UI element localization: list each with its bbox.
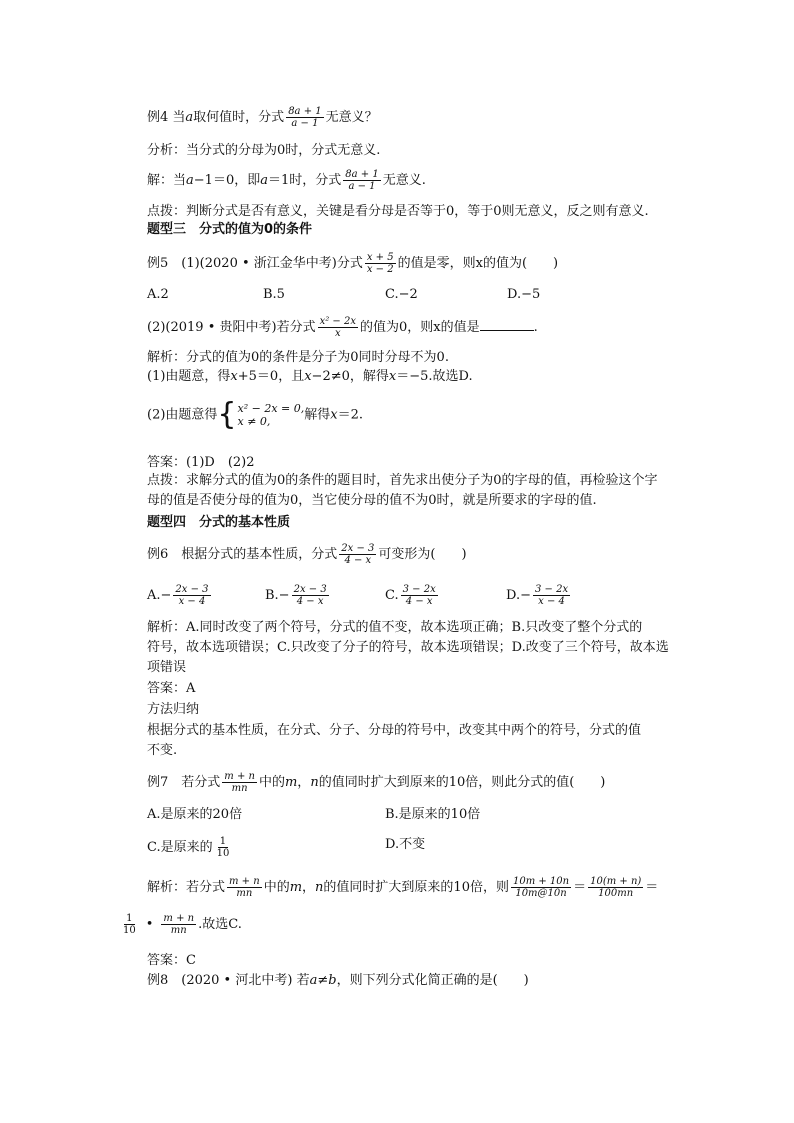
- ex5-question: [147, 252, 558, 275]
- ex7-question: [147, 771, 605, 794]
- ex4-sol-a1: a: [186, 173, 194, 188]
- ex5-frac-den: x − 2: [366, 264, 394, 275]
- ex5-analysis: 解析：分式的值为0的条件是分子为0同时分母不为0.: [147, 350, 449, 365]
- ex4-fraction: [286, 106, 323, 129]
- ex5-q2-fraction: [318, 316, 358, 339]
- method-heading: 方法归纳: [147, 702, 200, 717]
- ex7-an-comma: ，: [302, 880, 316, 895]
- ex5-s2-pre: (2)由题意得: [147, 407, 218, 423]
- ex6-opt-d-den: x − 4: [538, 596, 565, 607]
- ex6-opt-c-num: 3 − 2x: [402, 584, 436, 595]
- ex5-s1-x2: x: [304, 369, 312, 384]
- ex6-opt-c-fraction: [401, 584, 438, 607]
- ex6-fraction: [339, 543, 376, 566]
- ex5-s1-t3: ＝−5.故选D.: [396, 369, 473, 384]
- ex7-f2: [588, 876, 643, 899]
- ex6-frac-num: 2x − 3: [341, 543, 375, 554]
- ex7-eq1: ＝: [573, 880, 587, 895]
- ex7-an-den: mn: [236, 888, 253, 899]
- ex4-analysis: 分析：当分式的分母为0时，分式无意义.: [147, 143, 381, 158]
- ex7-frac-den: mn: [231, 783, 248, 794]
- ex4-frac-den: a − 1: [291, 118, 319, 129]
- ex5-s1-t1: +5＝0，且: [237, 369, 305, 384]
- ex7-f1-num: 10m + 10n: [512, 876, 570, 887]
- ex7-option-a: A.是原来的20倍: [147, 807, 243, 822]
- ex5-frac-num: x + 5: [366, 252, 394, 263]
- ex8-q-post: ，则下列分式化简正确的是( ): [336, 973, 529, 988]
- ex7-an-end: .故选C.: [198, 917, 242, 932]
- ex7-optc-fraction: [215, 836, 232, 859]
- ex6-q-post: 可变形为( ): [378, 547, 467, 562]
- ex6-answer: 答案：A: [147, 681, 196, 696]
- ex5-s1-t2: −2≠0，解得: [311, 369, 389, 384]
- ex5-s2-t1: 解得: [304, 407, 331, 423]
- ex7-fraction: [222, 771, 257, 794]
- ex8-q-pre: 例8 (2020 • 河北中考) 若: [147, 973, 310, 988]
- ex7-analysis: [147, 876, 658, 899]
- ex6-analysis-1: 解析：A.同时改变了两个符号，分式的值不变，故本选项正确；B.只改变了整个分式的: [147, 620, 643, 635]
- ex5-fraction: [365, 252, 396, 275]
- ex6-opt-d-num: 3 − 2x: [534, 584, 569, 595]
- answer-blank: [480, 318, 534, 331]
- brace-icon: {: [217, 397, 237, 432]
- ex6-opt-d-label: D.−: [506, 588, 531, 603]
- system-row-1: x² − 2x = 0,: [237, 402, 305, 415]
- ex7-f3-num: 1: [126, 913, 133, 924]
- ex7-optc-num: 1: [219, 836, 227, 847]
- ex5-tip-line-1: 点拨：求解分式的值为0的条件的题目时，首先求出使分子为0的字母的值，再检验这个字: [147, 473, 658, 488]
- ex6-opt-c-label: C.: [385, 588, 399, 603]
- ex7-q-mid: 中的: [258, 775, 285, 790]
- section-title-type3: 题型三 分式的值为0的条件: [147, 222, 313, 237]
- ex6-analysis-2: 符号，故本选项错误；C.只改变了分子的符号，故本选项错误；D.改变了三个符号，故本选: [147, 640, 669, 655]
- ex7-f1: [511, 876, 571, 899]
- ex7-q-m: m: [284, 775, 298, 790]
- ex7-optc-den: 10: [216, 848, 230, 859]
- ex6-option-c: [385, 584, 440, 607]
- ex4-q-pre: 例4 当: [147, 110, 186, 125]
- ex5-q-post: 的值是零，则x的值为( ): [397, 256, 559, 271]
- method-line-2: 不变.: [147, 743, 178, 758]
- ex7-option-b: B.是原来的10倍: [385, 807, 481, 822]
- ex5-tip-line-2: 母的值是否使分母的值为0，当它使分母的值不为0时，就是所要求的字母的值.: [147, 493, 597, 508]
- ex4-q-var: a: [185, 110, 194, 125]
- ex7-answer: 答案：C: [147, 953, 196, 968]
- ex7-option-d: D.不变: [385, 837, 426, 852]
- ex7-an-fraction: [227, 876, 262, 899]
- ex5-s2-x: x: [330, 407, 338, 423]
- ex5-q2-end: .: [533, 320, 538, 335]
- ex5-option-b: B.5: [263, 287, 285, 302]
- ex4-sol-t1: −1＝0，即: [193, 173, 261, 188]
- equation-system: [217, 397, 305, 432]
- section-title-type4: 题型四 分式的基本性质: [147, 515, 291, 530]
- ex5-option-a: A.2: [147, 287, 169, 302]
- ex7-q-comma: ，: [297, 775, 311, 790]
- ex6-analysis-3: 项错误: [147, 660, 187, 675]
- ex8-question: [147, 972, 529, 990]
- ex7-q-pre: 例7 若分式: [147, 775, 221, 790]
- ex7-f2-den: 100mn: [598, 888, 634, 899]
- ex4-tip: 点拨：判断分式是否有意义，关键是看分母是否等于0，等于0则无意义，反之则有意义.: [147, 204, 649, 219]
- ex8-q-b: b: [328, 973, 337, 988]
- ex7-an-mid: 中的: [263, 880, 290, 895]
- ex5-option-d: D.−5: [507, 287, 541, 302]
- ex4-solution: [147, 169, 426, 192]
- ex6-question: [147, 543, 467, 566]
- ex4-sol-a2: a: [260, 173, 268, 188]
- ex6-option-b: [265, 584, 331, 607]
- ex7-an-pre: 解析：若分式: [147, 880, 226, 895]
- ex6-opt-a-fraction: [173, 584, 210, 607]
- ex6-opt-b-fraction: [292, 584, 329, 607]
- ex5-s1-x3: x: [388, 369, 397, 384]
- ex6-frac-den: 4 − x: [344, 555, 372, 566]
- ex4-question: [147, 106, 378, 129]
- ex5-answer: 答案：(1)D (2)2: [147, 455, 255, 470]
- ex4-frac-num: 8a + 1: [288, 106, 322, 117]
- ex7-f3: [121, 913, 138, 936]
- ex5-option-c: C.−2: [385, 287, 418, 302]
- ex7-optc-pre: C.是原来的: [147, 840, 213, 855]
- ex5-step-2: [147, 397, 364, 432]
- ex7-frac-num: m + n: [224, 771, 255, 782]
- ex6-option-d: [506, 584, 572, 607]
- ex4-sol-fraction: [343, 169, 380, 192]
- ex6-opt-c-den: 4 − x: [405, 596, 433, 607]
- ex7-f4-den: mn: [170, 925, 187, 936]
- ex4-sol-post: 无意义.: [382, 173, 426, 188]
- ex7-an-n: n: [315, 880, 324, 895]
- ex5-q2-frac-num: x² − 2x: [319, 316, 356, 327]
- ex7-f2-num: 10(m + n): [590, 876, 642, 887]
- ex6-q-pre: 例6 根据分式的基本性质，分式: [147, 547, 338, 562]
- ex5-question-2: [147, 316, 538, 339]
- ex6-opt-a-num: 2x − 3: [175, 584, 209, 595]
- system-row-2: x ≠ 0,: [237, 415, 271, 428]
- ex7-option-c: [147, 836, 233, 859]
- ex6-opt-b-label: B.−: [265, 588, 290, 603]
- ex7-an-num: m + n: [229, 876, 260, 887]
- ex6-opt-d-fraction: [533, 584, 570, 607]
- ex8-q-a: a: [309, 973, 318, 988]
- ex7-f1-den: 10m@10n: [515, 888, 567, 899]
- ex5-q-pre: 例5 (1)(2020 • 浙江金华中考)分式: [147, 256, 363, 271]
- ex7-an-m: m: [289, 880, 303, 895]
- method-line-1: 根据分式的基本性质，在分式、分子、分母的符号中，改变其中两个的符号，分式的值: [147, 723, 642, 738]
- ex5-s1-x1: x: [230, 369, 238, 384]
- ex7-f3-den: 10: [123, 925, 136, 936]
- ex4-q-mid: 取何值时，分式: [193, 110, 285, 125]
- ex5-s1-pre: (1)由题意，得: [147, 369, 231, 384]
- ex4-sol-frac-den: a − 1: [348, 181, 376, 192]
- ex5-q2-pre: (2)(2019 • 贵阳中考)若分式: [147, 320, 316, 335]
- ex7-q-n: n: [310, 775, 319, 790]
- ex4-sol-t2: ＝1时，分式: [267, 173, 342, 188]
- ex7-f4: [161, 913, 196, 936]
- ex7-an-t: 的值同时扩大到原来的10倍，则: [323, 880, 509, 895]
- ex7-dot: •: [145, 917, 154, 932]
- ex8-q-neq: ≠: [317, 973, 329, 988]
- ex7-q-post: 的值同时扩大到原来的10倍，则此分式的值( ): [318, 775, 606, 790]
- ex7-analysis-cont: [119, 913, 242, 936]
- ex6-opt-b-num: 2x − 3: [293, 584, 327, 595]
- ex4-sol-frac-num: 8a + 1: [345, 169, 379, 180]
- ex5-q2-frac-den: x: [334, 328, 341, 339]
- ex6-option-a: [147, 584, 213, 607]
- ex4-sol-pre: 解：当: [147, 173, 187, 188]
- ex7-eq2: ＝: [645, 880, 659, 895]
- ex5-q2-post: 的值为0，则x的值是: [359, 320, 480, 335]
- ex4-q-post: 无意义？: [325, 110, 378, 125]
- ex5-s2-t2: ＝2.: [337, 407, 364, 423]
- ex6-opt-b-den: 4 − x: [296, 596, 324, 607]
- ex7-f4-num: m + n: [163, 913, 195, 924]
- ex6-opt-a-den: x − 4: [178, 596, 206, 607]
- ex6-opt-a-label: A.−: [147, 588, 172, 603]
- ex5-step-1: [147, 368, 473, 386]
